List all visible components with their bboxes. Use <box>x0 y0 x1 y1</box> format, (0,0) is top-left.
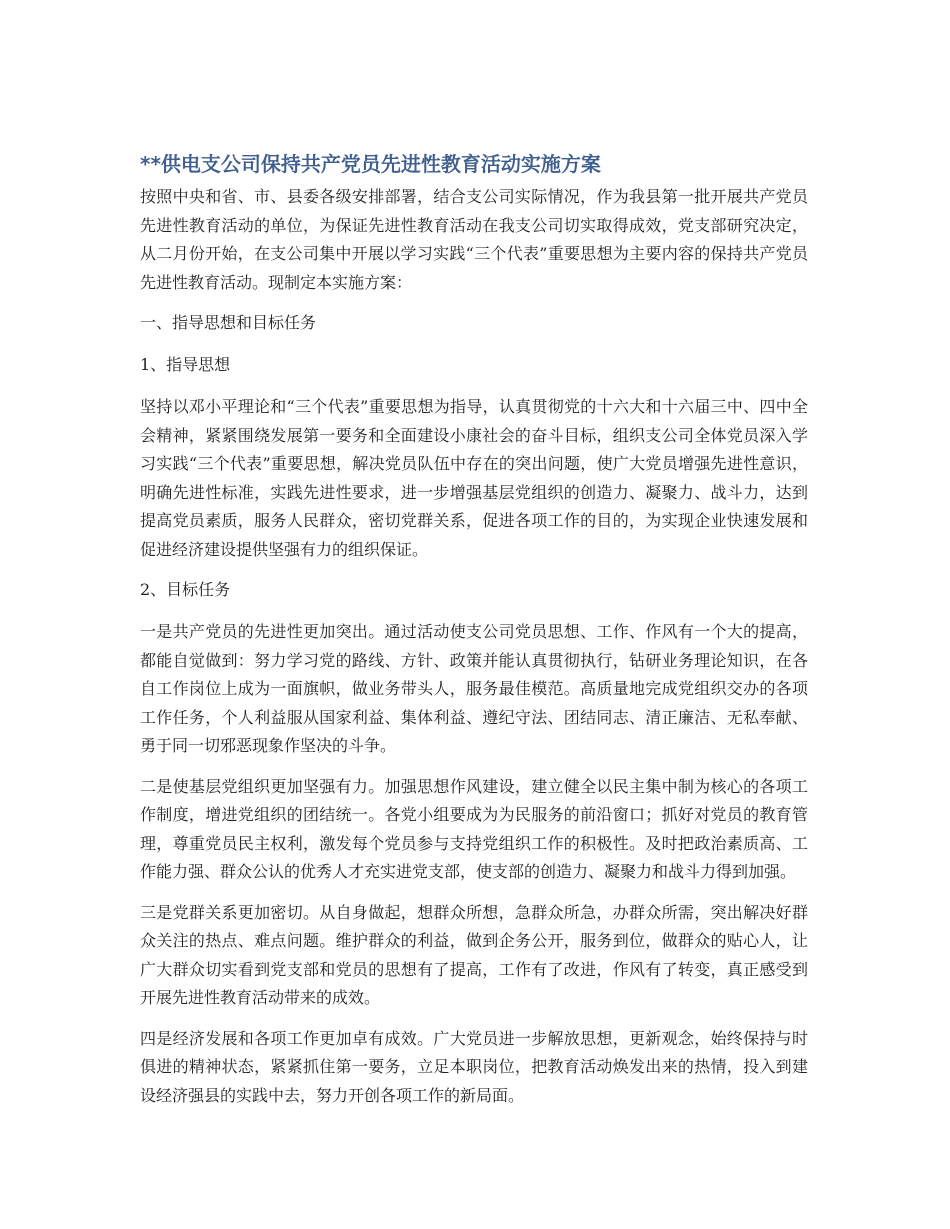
subsection-heading-guiding-thought: 1、指导思想 <box>140 355 231 374</box>
section-heading: 一、指导思想和目标任务 <box>140 313 317 332</box>
goal-paragraph-2: 二是使基层党组织更加坚强有力。加强思想作风建设，建立健全以民主集中制为核心的各项工作制度，增进党组织的团结统一。各党小组要成为为民服务的前沿窗口；抓好对党员的教育管理，尊重党员民主权利，激发每个党员参与支持党组织工作的积极性。及时把政治素质高、工作能力强、群众公认的优秀人才充实进党支部，使支部的创造力、凝聚力和战斗力得到加强。 <box>140 776 808 881</box>
subsection-heading-goals: 2、目标任务 <box>140 580 231 599</box>
goal-paragraph-1: 一是共产党员的先进性更加突出。通过活动使支公司党员思想、工作、作风有一个大的提高，都能自觉做到：努力学习党的路线、方针、政策并能认真贯彻执行，钻研业务理论知识，在各自工作岗位上成为一面旗帜，做业务带头人，服务最佳模范。高质量地完成党组织交办的各项工作任务，个人利益服从国家利益、集体利益、遵纪守法、团结同志、清正廉洁、无私奉献、勇于同一切邪恶现象作坚决的斗争。 <box>140 622 808 755</box>
goal-paragraph-4: 四是经济发展和各项工作更加卓有成效。广大党员进一步解放思想，更新观念，始终保持与时俱进的精神状态，紧紧抓住第一要务，立足本职岗位，把教育活动焕发出来的热情，投入到建设经济强县的实践中去，努力开创各项工作的新局面。 <box>140 1028 808 1105</box>
goal-paragraph-3: 三是党群关系更加密切。从自身做起，想群众所想，急群众所急，办群众所需，突出解决好群众关注的热点、难点问题。维护群众的利益，做到企务公开，服务到位，做群众的贴心人，让广大群众切实看到党支部和党员的思想有了提高，工作有了改进，作风有了转变，真正感受到开展先进性教育活动带来的成效。 <box>140 902 808 1007</box>
guiding-thought-paragraph: 坚持以邓小平理论和“三个代表”重要思想为指导，认真贯彻党的十六大和十六届三中、四中全会精神，紧紧围绕发展第一要务和全面建设小康社会的奋斗目标，组织支公司全体党员深入学习实践“三个代表”重要思想，解决党员队伍中存在的突出问题，使广大党员增强先进性意识，明确先进性标准，实践先进性要求，进一步增强基层党组织的创造力、凝聚力、战斗力，达到提高党员素质，服务人民群众，密切党群关系，促进各项工作的目的，为实现企业快速发展和促进经济建设提供坚强有力的组织保证。 <box>140 397 808 559</box>
intro-paragraph: 按照中央和省、市、县委各级安排部署，结合支公司实际情况，作为我县第一批开展共产党员先进性教育活动的单位，为保证先进性教育活动在我支公司切实取得成效，党支部研究决定，从二月份开始，在支公司集中开展以学习实践“三个代表”重要思想为主要内容的保持共产党员先进性教育活动。现制定本实施方案： <box>140 187 808 292</box>
document-title: **供电支公司保持共产党员先进性教育活动实施方案 <box>140 152 601 176</box>
document-body <box>140 149 808 1122</box>
